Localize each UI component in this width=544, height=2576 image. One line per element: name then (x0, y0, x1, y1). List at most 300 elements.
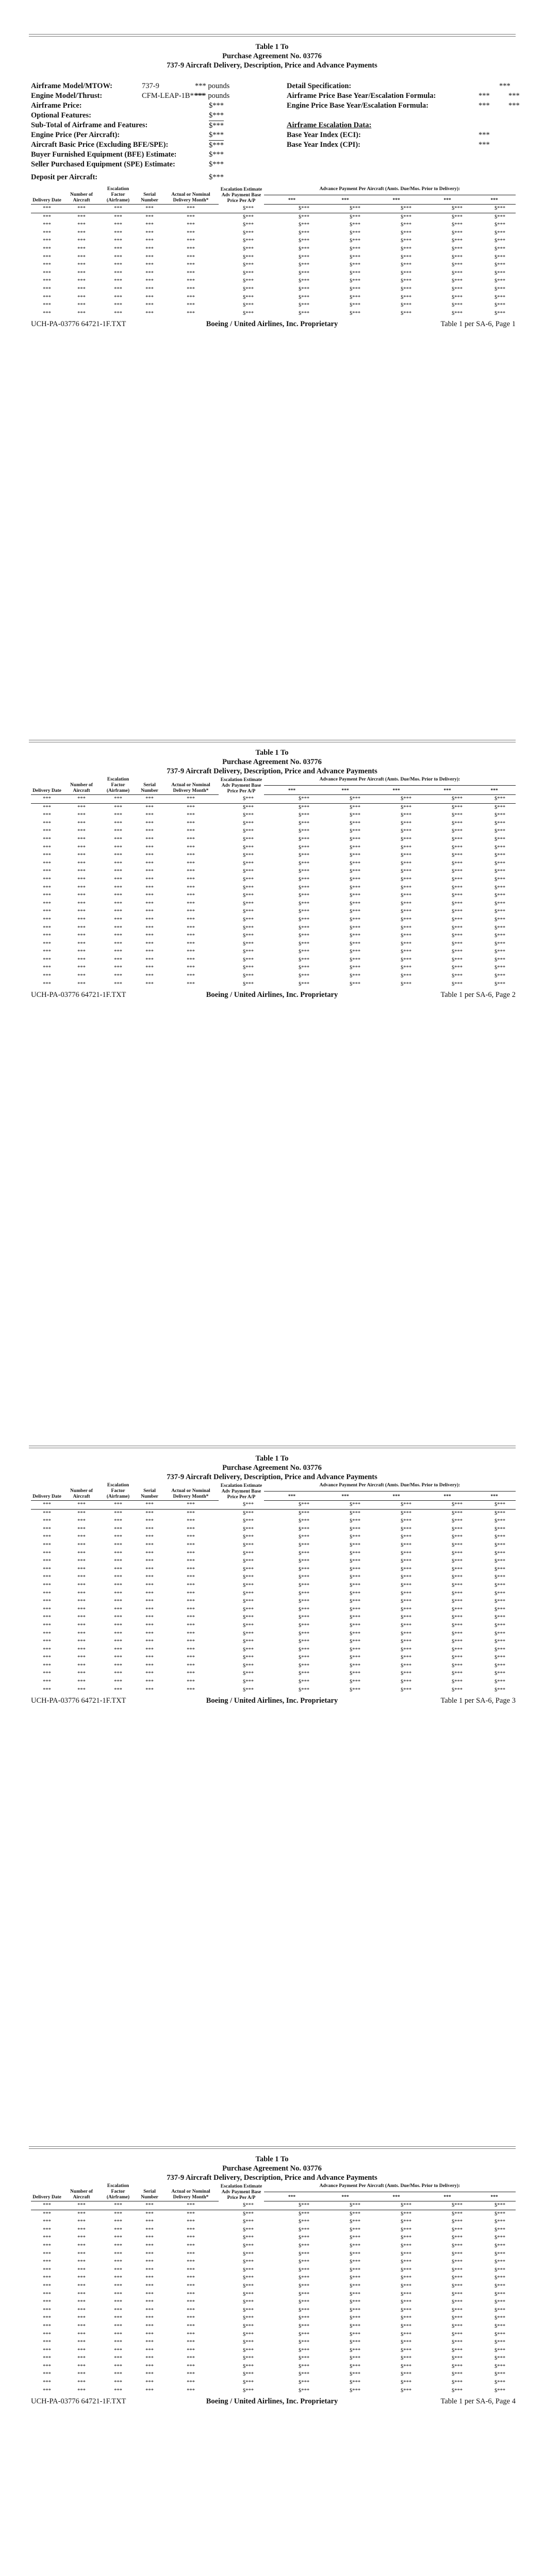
spec-label: Seller Purchased Equipment (SPE) Estimate: (31, 160, 175, 168)
advance-subheader: *** (473, 786, 516, 795)
cell-advance-payment: $*** (494, 2387, 505, 2394)
cell-advance-payment: $*** (401, 1639, 411, 1645)
cell-advance-payment: $*** (350, 2259, 360, 2265)
advance-subheader: *** (473, 195, 516, 205)
cell-actual-or-nominal: *** (187, 2387, 195, 2394)
cell-escalation-factor: *** (114, 2219, 122, 2225)
cell-advance-payment: $*** (401, 1663, 411, 1669)
cell-advance-payment: $*** (350, 1687, 360, 1693)
cell-escalation-estimate: $*** (243, 965, 254, 971)
cell-escalation-estimate: $*** (243, 981, 254, 987)
footer-proprietary: Boeing / United Airlines, Inc. Proprietary (206, 991, 338, 999)
cell-advance-payment: $*** (494, 1639, 505, 1645)
cell-escalation-factor: *** (114, 812, 122, 819)
cell-advance-payment: $*** (299, 949, 309, 955)
advance-subheader: *** (264, 1492, 320, 1501)
cell-advance-payment: $*** (401, 1582, 411, 1588)
cell-advance-payment: $*** (299, 804, 309, 810)
cell-advance-payment: $*** (350, 949, 360, 955)
cell-advance-payment: $*** (299, 933, 309, 939)
cell-escalation-estimate: $*** (243, 1510, 254, 1516)
cell-escalation-estimate: $*** (243, 238, 254, 244)
cell-advance-payment: $*** (401, 1574, 411, 1581)
cell-advance-payment: $*** (401, 1622, 411, 1629)
cell-escalation-estimate: $*** (219, 2201, 264, 2210)
cell-delivery-date: *** (43, 1671, 51, 1677)
spec-row (31, 160, 299, 170)
cell-escalation-estimate: $*** (243, 1679, 254, 1685)
cell-escalation-factor: *** (114, 1582, 122, 1588)
cell-actual-or-nominal: *** (187, 1558, 195, 1565)
cell-advance-payment: $*** (299, 1599, 309, 1605)
cell-escalation-estimate: $*** (243, 254, 254, 260)
cell-advance-payment: $*** (401, 230, 411, 236)
advance-subheader: *** (422, 2192, 473, 2201)
cell-advance-payment: $*** (473, 205, 516, 213)
cell-number-of-aircraft: *** (77, 965, 86, 971)
cell-number-of-aircraft: *** (77, 957, 86, 963)
cell-advance-payment: $*** (299, 2363, 309, 2369)
cell-advance-payment: $*** (350, 1599, 360, 1605)
cell-advance-payment: $*** (401, 2355, 411, 2362)
cell-escalation-factor: *** (114, 917, 122, 923)
cell-advance-payment: $*** (299, 909, 309, 915)
table-row (31, 1654, 516, 1662)
cell-advance-payment: $*** (401, 2283, 411, 2289)
cell-advance-payment: $*** (401, 222, 411, 228)
column-header: Actual or Nominal Delivery Month* (163, 777, 219, 795)
column-header: Actual or Nominal Delivery Month* (163, 187, 219, 205)
cell-advance-payment: $*** (299, 828, 309, 835)
cell-actual-or-nominal: *** (187, 302, 195, 309)
table-row (31, 205, 516, 213)
cell-serial-number: *** (145, 2315, 154, 2321)
cell-actual-or-nominal: *** (187, 1655, 195, 1661)
cell-actual-or-nominal: *** (187, 965, 195, 971)
advance-subheader: *** (371, 195, 422, 205)
cell-delivery-date: *** (43, 214, 51, 220)
cell-advance-payment: $*** (299, 2227, 309, 2233)
advance-subheader: *** (422, 1492, 473, 1501)
cell-advance-payment: $*** (299, 981, 309, 987)
cell-delivery-date: *** (43, 804, 51, 810)
cell-advance-payment: $*** (299, 1671, 309, 1677)
cell-advance-payment: $*** (371, 205, 422, 213)
cell-serial-number: *** (145, 2243, 154, 2249)
cell-advance-payment: $*** (299, 925, 309, 931)
top-rule (29, 36, 516, 37)
cell-serial-number: *** (145, 812, 154, 819)
cell-advance-payment: $*** (452, 973, 463, 979)
cell-escalation-factor: *** (114, 302, 122, 309)
cell-escalation-estimate: $*** (243, 302, 254, 309)
cell-advance-payment: $*** (401, 286, 411, 292)
cell-actual-or-nominal: *** (187, 2235, 195, 2241)
table-row (31, 2266, 516, 2275)
cell-escalation-estimate: $*** (243, 2380, 254, 2386)
cell-advance-payment: $*** (299, 901, 309, 907)
cell-serial-number: *** (145, 2219, 154, 2225)
cell-advance-payment: $*** (350, 2227, 360, 2233)
cell-delivery-date: *** (43, 965, 51, 971)
cell-number-of-aircraft: *** (77, 1622, 86, 1629)
table-row (31, 2291, 516, 2299)
cell-escalation-estimate: $*** (243, 2355, 254, 2362)
cell-escalation-estimate: $*** (243, 1582, 254, 1588)
cell-number-of-aircraft: *** (77, 2235, 86, 2241)
cell-escalation-estimate: $*** (243, 1526, 254, 1532)
cell-number-of-aircraft: *** (77, 1639, 86, 1645)
cell-escalation-factor: *** (114, 2387, 122, 2394)
cell-serial-number: *** (145, 933, 154, 939)
cell-escalation-estimate: $*** (243, 2331, 254, 2337)
cell-advance-payment: $*** (494, 925, 505, 931)
cell-serial-number: *** (145, 2347, 154, 2353)
cell-number-of-aircraft: *** (63, 2201, 100, 2210)
cell-escalation-estimate: $*** (243, 2347, 254, 2353)
cell-number-of-aircraft: *** (77, 949, 86, 955)
cell-serial-number: *** (145, 909, 154, 915)
spec-amount: $*** (209, 111, 224, 120)
cell-escalation-factor: *** (114, 2211, 122, 2217)
cell-escalation-factor: *** (114, 2227, 122, 2233)
cell-advance-payment: $*** (494, 302, 505, 309)
cell-delivery-date: *** (43, 222, 51, 228)
cell-delivery-date: *** (43, 1606, 51, 1613)
cell-actual-or-nominal: *** (187, 1647, 195, 1653)
header-title: Table 1 To (255, 2155, 289, 2163)
cell-serial-number: *** (145, 844, 154, 851)
cell-number-of-aircraft: *** (77, 230, 86, 236)
table-row (31, 2218, 516, 2226)
cell-escalation-factor: *** (114, 1606, 122, 1613)
cell-number-of-aircraft: *** (77, 804, 86, 810)
column-header: Number of Aircraft (63, 2183, 100, 2201)
spec-amount: $*** (209, 101, 224, 110)
cell-escalation-estimate: $*** (243, 1647, 254, 1653)
cell-escalation-factor: *** (114, 2307, 122, 2313)
cell-escalation-factor: *** (114, 214, 122, 220)
cell-actual-or-nominal: *** (187, 254, 195, 260)
page-header (0, 748, 544, 776)
cell-delivery-date: *** (43, 238, 51, 244)
cell-advance-payment: $*** (494, 278, 505, 284)
table-row (31, 253, 516, 262)
cell-advance-payment: $*** (452, 2275, 463, 2281)
cell-escalation-estimate: $*** (243, 214, 254, 220)
cell-delivery-date: *** (43, 2340, 51, 2346)
column-header: Escalation Factor (Airframe) (100, 1483, 136, 1501)
cell-advance-payment: $*** (401, 836, 411, 842)
cell-serial-number: *** (145, 262, 154, 268)
cell-advance-payment: $*** (401, 1550, 411, 1556)
cell-advance-payment: $*** (401, 2259, 411, 2265)
cell-number-of-aircraft: *** (77, 1558, 86, 1565)
table-row (31, 1662, 516, 1670)
cell-escalation-estimate: $*** (243, 1542, 254, 1548)
cell-number-of-aircraft: *** (77, 1647, 86, 1653)
cell-number-of-aircraft: *** (77, 262, 86, 268)
cell-advance-payment: $*** (452, 860, 463, 867)
cell-serial-number: *** (145, 1615, 154, 1621)
cell-actual-or-nominal: *** (163, 2201, 219, 2210)
cell-serial-number: *** (145, 853, 154, 859)
cell-advance-payment: $*** (401, 812, 411, 819)
cell-advance-payment: $*** (350, 973, 360, 979)
cell-escalation-factor: *** (114, 2251, 122, 2257)
table-row (31, 908, 516, 916)
spec-label: Deposit per Aircraft: (31, 173, 98, 181)
cell-actual-or-nominal: *** (187, 828, 195, 835)
cell-advance-payment: $*** (350, 941, 360, 947)
cell-advance-payment: $*** (494, 2380, 505, 2386)
column-header: Escalation Factor (Airframe) (100, 2183, 136, 2201)
cell-advance-payment: $*** (350, 1671, 360, 1677)
cell-serial-number: *** (145, 1679, 154, 1685)
cell-advance-payment: $*** (494, 1542, 505, 1548)
cell-advance-payment: $*** (350, 2291, 360, 2297)
column-header: Escalation Factor (Airframe) (100, 777, 136, 795)
cell-number-of-aircraft: *** (77, 2243, 86, 2249)
cell-advance-payment: $*** (350, 1582, 360, 1588)
cell-escalation-estimate: $*** (243, 941, 254, 947)
cell-advance-payment: $*** (401, 2299, 411, 2306)
spec-value: *** (499, 82, 510, 90)
spec-amount: $*** (209, 160, 224, 168)
cell-serial-number: *** (145, 2267, 154, 2273)
cell-delivery-date: *** (43, 1566, 51, 1572)
cell-advance-payment: $*** (299, 2299, 309, 2306)
column-header: Escalation Estimate Adv Payment Base Price Per A/P (220, 777, 262, 794)
cell-advance-payment: $*** (350, 2235, 360, 2241)
cell-escalation-factor: *** (114, 1534, 122, 1540)
header-agreement: Purchase Agreement No. 03776 (222, 52, 322, 60)
spec-label: Engine Model/Thrust: (31, 92, 103, 100)
cell-advance-payment: $*** (350, 302, 360, 309)
cell-advance-payment: $*** (299, 820, 309, 826)
cell-delivery-date: *** (31, 1501, 63, 1510)
footer-page-label: Table 1 per SA-6, Page 4 (440, 2397, 516, 2406)
cell-actual-or-nominal: *** (187, 893, 195, 899)
cell-advance-payment: $*** (494, 2347, 505, 2353)
cell-actual-or-nominal: *** (187, 2315, 195, 2321)
cell-advance-payment: $*** (494, 1663, 505, 1669)
cell-serial-number: *** (145, 965, 154, 971)
cell-escalation-factor: *** (114, 925, 122, 931)
cell-advance-payment: $*** (452, 1510, 463, 1516)
cell-escalation-factor: *** (114, 1671, 122, 1677)
table-row (31, 213, 516, 221)
cell-actual-or-nominal: *** (187, 2323, 195, 2329)
table-row (31, 2323, 516, 2331)
cell-advance-payment: $*** (401, 214, 411, 220)
cell-escalation-estimate: $*** (243, 2243, 254, 2249)
cell-advance-payment: $*** (401, 876, 411, 883)
cell-delivery-date: *** (43, 1526, 51, 1532)
cell-escalation-factor: *** (114, 1566, 122, 1572)
cell-escalation-factor: *** (114, 1647, 122, 1653)
cell-advance-payment: $*** (350, 1518, 360, 1524)
cell-serial-number: *** (145, 2299, 154, 2306)
cell-delivery-date: *** (43, 1679, 51, 1685)
cell-escalation-estimate: $*** (243, 853, 254, 859)
cell-advance-payment: $*** (494, 2371, 505, 2378)
cell-escalation-factor: *** (114, 1526, 122, 1532)
cell-advance-payment: $*** (350, 1679, 360, 1685)
cell-serial-number: *** (145, 310, 154, 316)
column-header: Serial Number (136, 187, 163, 205)
cell-actual-or-nominal: *** (187, 844, 195, 851)
table-row (31, 980, 516, 989)
cell-advance-payment: $*** (299, 2267, 309, 2273)
cell-advance-payment: $*** (350, 1606, 360, 1613)
spec-label: Optional Features: (31, 111, 91, 120)
footer-doc-id: UCH-PA-03776 64721-1F.TXT (31, 991, 126, 999)
cell-advance-payment: $*** (494, 909, 505, 915)
cell-advance-payment: $*** (299, 2307, 309, 2313)
delivery-table (31, 2183, 516, 2395)
spec-value: *** (508, 101, 520, 110)
cell-escalation-factor: *** (114, 909, 122, 915)
cell-advance-payment: $*** (371, 1501, 422, 1510)
cell-advance-payment: $*** (350, 2380, 360, 2386)
cell-advance-payment: $*** (452, 876, 463, 883)
cell-advance-payment: $*** (299, 860, 309, 867)
cell-advance-payment: $*** (350, 869, 360, 875)
header-title: Table 1 To (255, 43, 289, 51)
document-page-3 (0, 1412, 544, 2081)
table-row (31, 2234, 516, 2242)
cell-advance-payment: $*** (350, 804, 360, 810)
cell-advance-payment: $*** (350, 238, 360, 244)
cell-escalation-factor: *** (114, 1663, 122, 1669)
cell-advance-payment: $*** (350, 2299, 360, 2306)
cell-number-of-aircraft: *** (63, 1501, 100, 1510)
cell-escalation-estimate: $*** (243, 1687, 254, 1693)
cell-advance-payment: $*** (350, 1639, 360, 1645)
cell-advance-payment: $*** (350, 853, 360, 859)
footer-proprietary: Boeing / United Airlines, Inc. Proprietary (206, 1697, 338, 1705)
spec-label: Base Year Index (CPI): (287, 141, 360, 149)
cell-serial-number: *** (145, 804, 154, 810)
table-row (31, 1670, 516, 1678)
cell-advance-payment: $*** (350, 270, 360, 276)
cell-escalation-factor: *** (114, 1622, 122, 1629)
cell-number-of-aircraft: *** (77, 310, 86, 316)
cell-advance-payment: $*** (350, 2315, 360, 2321)
table-row (31, 892, 516, 900)
cell-delivery-date: *** (43, 869, 51, 875)
delivery-table (31, 1483, 516, 1694)
cell-number-of-aircraft: *** (77, 853, 86, 859)
cell-advance-payment: $*** (494, 1615, 505, 1621)
cell-delivery-date: *** (43, 1582, 51, 1588)
table-row (31, 1582, 516, 1590)
cell-serial-number: *** (145, 2307, 154, 2313)
cell-advance-payment: $*** (299, 270, 309, 276)
column-header: Escalation Estimate Adv Payment Base Price Per A/P (220, 2183, 262, 2200)
cell-serial-number: *** (145, 230, 154, 236)
spec-row-right (287, 130, 516, 140)
cell-number-of-aircraft: *** (77, 2340, 86, 2346)
table-row (31, 836, 516, 844)
cell-advance-payment: $*** (494, 2251, 505, 2257)
cell-delivery-date: *** (43, 949, 51, 955)
cell-advance-payment: $*** (494, 1687, 505, 1693)
spec-value: *** (479, 141, 490, 149)
cell-advance-payment: $*** (494, 2307, 505, 2313)
cell-advance-payment: $*** (350, 836, 360, 842)
cell-escalation-estimate: $*** (243, 2283, 254, 2289)
column-header: Escalation Estimate Adv Payment Base Price Per A/P (220, 187, 262, 204)
cell-escalation-factor: *** (114, 1510, 122, 1516)
cell-advance-payment: $*** (494, 294, 505, 300)
cell-escalation-estimate: $*** (243, 804, 254, 810)
table-row (31, 932, 516, 940)
cell-advance-payment: $*** (494, 2219, 505, 2225)
cell-escalation-estimate: $*** (243, 2211, 254, 2217)
cell-serial-number: *** (145, 1518, 154, 1524)
spec-label: Airframe Price: (31, 101, 82, 110)
cell-advance-payment: $*** (452, 2340, 463, 2346)
cell-escalation-estimate: $*** (243, 901, 254, 907)
cell-serial-number: *** (145, 1606, 154, 1613)
cell-escalation-factor: *** (114, 286, 122, 292)
cell-advance-payment: $*** (299, 836, 309, 842)
cell-actual-or-nominal: *** (187, 1534, 195, 1540)
cell-serial-number: *** (145, 828, 154, 835)
cell-actual-or-nominal: *** (187, 2251, 195, 2257)
footer-doc-id: UCH-PA-03776 64721-1F.TXT (31, 2397, 126, 2406)
cell-advance-payment: $*** (452, 2315, 463, 2321)
cell-serial-number: *** (145, 2371, 154, 2378)
cell-actual-or-nominal: *** (187, 2211, 195, 2217)
cell-advance-payment: $*** (494, 2243, 505, 2249)
cell-actual-or-nominal: *** (187, 1631, 195, 1637)
cell-advance-payment: $*** (452, 2211, 463, 2217)
cell-advance-payment: $*** (494, 2331, 505, 2337)
cell-advance-payment: $*** (452, 1599, 463, 1605)
cell-advance-payment: $*** (299, 1526, 309, 1532)
cell-advance-payment: $*** (299, 2211, 309, 2217)
cell-actual-or-nominal: *** (187, 2267, 195, 2273)
cell-delivery-date: *** (43, 2267, 51, 2273)
cell-serial-number: *** (145, 1639, 154, 1645)
cell-actual-or-nominal: *** (187, 286, 195, 292)
cell-advance-payment: $*** (299, 812, 309, 819)
cell-advance-payment: $*** (401, 2363, 411, 2369)
cell-delivery-date: *** (43, 1574, 51, 1581)
cell-advance-payment: $*** (494, 2291, 505, 2297)
cell-actual-or-nominal: *** (163, 795, 219, 804)
cell-advance-payment: $*** (494, 2283, 505, 2289)
cell-advance-payment: $*** (401, 2275, 411, 2281)
cell-advance-payment: $*** (452, 933, 463, 939)
cell-advance-payment: $*** (452, 804, 463, 810)
spec-amount: *** pounds (195, 92, 230, 100)
cell-advance-payment: $*** (494, 917, 505, 923)
header-subtitle: 737-9 Aircraft Delivery, Description, Price and Advance Payments (167, 2174, 377, 2182)
cell-advance-payment: $*** (401, 2347, 411, 2353)
cell-advance-payment: $*** (452, 909, 463, 915)
cell-escalation-estimate: $*** (243, 1639, 254, 1645)
delivery-table (31, 777, 516, 988)
cell-delivery-date: *** (43, 2315, 51, 2321)
cell-delivery-date: *** (43, 909, 51, 915)
cell-advance-payment: $*** (494, 238, 505, 244)
cell-advance-payment: $*** (494, 1622, 505, 1629)
cell-advance-payment: $*** (452, 901, 463, 907)
